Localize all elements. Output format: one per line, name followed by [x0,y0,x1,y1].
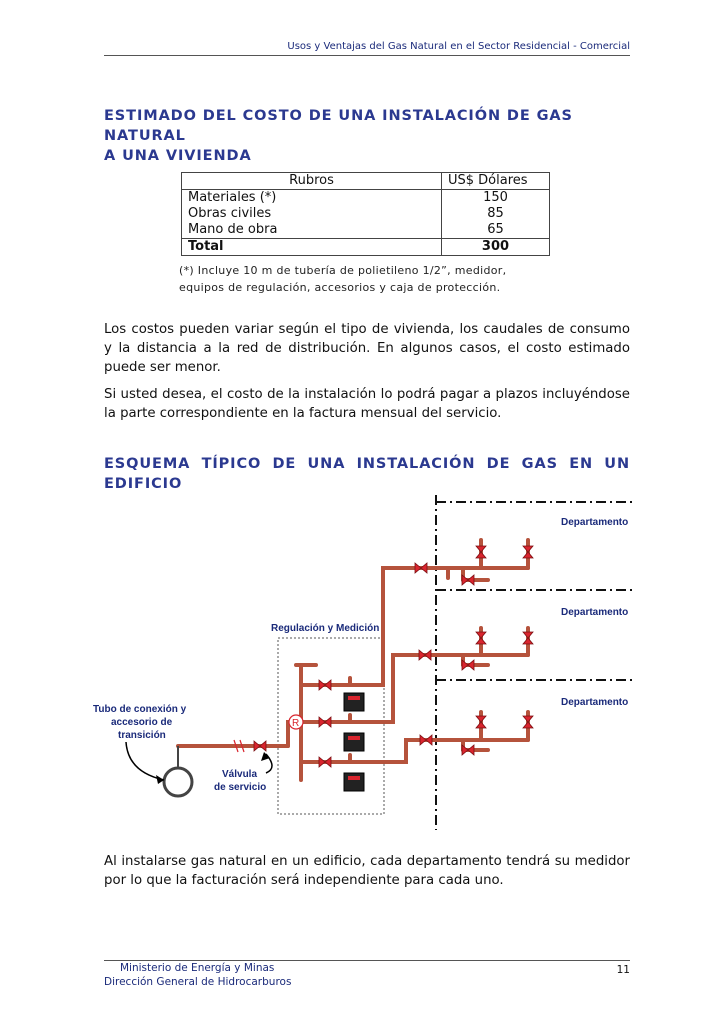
row-item: Materiales (*) [182,190,442,207]
total-label: Total [182,239,442,256]
table-footnote [179,262,559,296]
section-title-diagram-line1: ESQUEMA TÍPICO DE UNA INSTALACIÓN DE GAS EN UN [104,456,630,472]
paragraph-billing: Al instalarse gas natural en un edificio, cada departamento tendrá su medidor por lo que la facturación será independiente para cada uno. [104,854,630,888]
footer-directorate: Dirección General de Hidrocarburos [104,976,292,988]
row-value: 150 [442,190,550,207]
regulation-label: Regulación y Medición [271,623,380,634]
row-value: 65 [442,222,550,239]
tube-label-line3: transición [118,730,166,741]
table-row [182,206,550,222]
footer-ministry: Ministerio de Energía y Minas [120,962,275,974]
page-number: 11 [616,964,630,976]
apartment-label-top: Departamento [561,517,629,528]
total-value: 300 [442,239,550,256]
section-title-diagram [104,454,630,494]
valve-label-line1: Válvula [222,769,258,780]
apartment-label-middle: Departamento [561,607,629,618]
table-row [182,190,550,207]
column-header-dolares: US$ Dólares [442,173,550,190]
paragraph-costs: Los costos pueden variar según el tipo de vivienda, los caudales de consumo y la distancia a la red de distribución. En algunos casos, el costo estimado puede ser menor. [104,322,630,375]
table-row [182,222,550,239]
running-header: Usos y Ventajas del Gas Natural en el Sector Residencial - Comercial [287,41,630,52]
row-item: Mano de obra [182,222,442,239]
service-connection-icon [164,768,192,796]
column-header-rubros: Rubros [182,173,442,190]
section-title-cost-line2: A UNA VIVIENDA [104,148,252,164]
paragraph-payment: Si usted desea, el costo de la instalación lo podrá pagar a plazos incluyéndose la parte correspondiente en la factura mensual del servicio. [104,387,630,421]
section-title-cost [104,106,630,166]
gas-meters [344,693,364,791]
tube-label-line1: Tubo de conexión y [93,704,187,715]
cost-table [181,172,550,256]
header-rule [104,55,630,56]
footnote-line1: (*) Incluye 10 m de tubería de polietileno 1/2”, medidor, [179,264,507,277]
building-gas-diagram [88,490,648,830]
tube-arrow-icon [126,742,164,780]
apartment-label-bottom: Departamento [561,697,629,708]
table-header-row [182,173,550,190]
footer-rule [104,960,630,961]
footnote-line2: equipos de regulación, accesorios y caja de protección. [179,281,501,294]
tube-label-line2: accesorio de [111,717,173,728]
regulator-symbol: R [292,718,300,729]
row-value: 85 [442,206,550,222]
table-total-row [182,239,550,256]
section-title-cost-line1: ESTIMADO DEL COSTO DE UNA INSTALACIÓN DE GAS NATURAL [104,108,573,144]
section-title-diagram-line2: EDIFICIO [104,476,183,492]
valve-label-line2: de servicio [214,782,267,793]
row-item: Obras civiles [182,206,442,222]
